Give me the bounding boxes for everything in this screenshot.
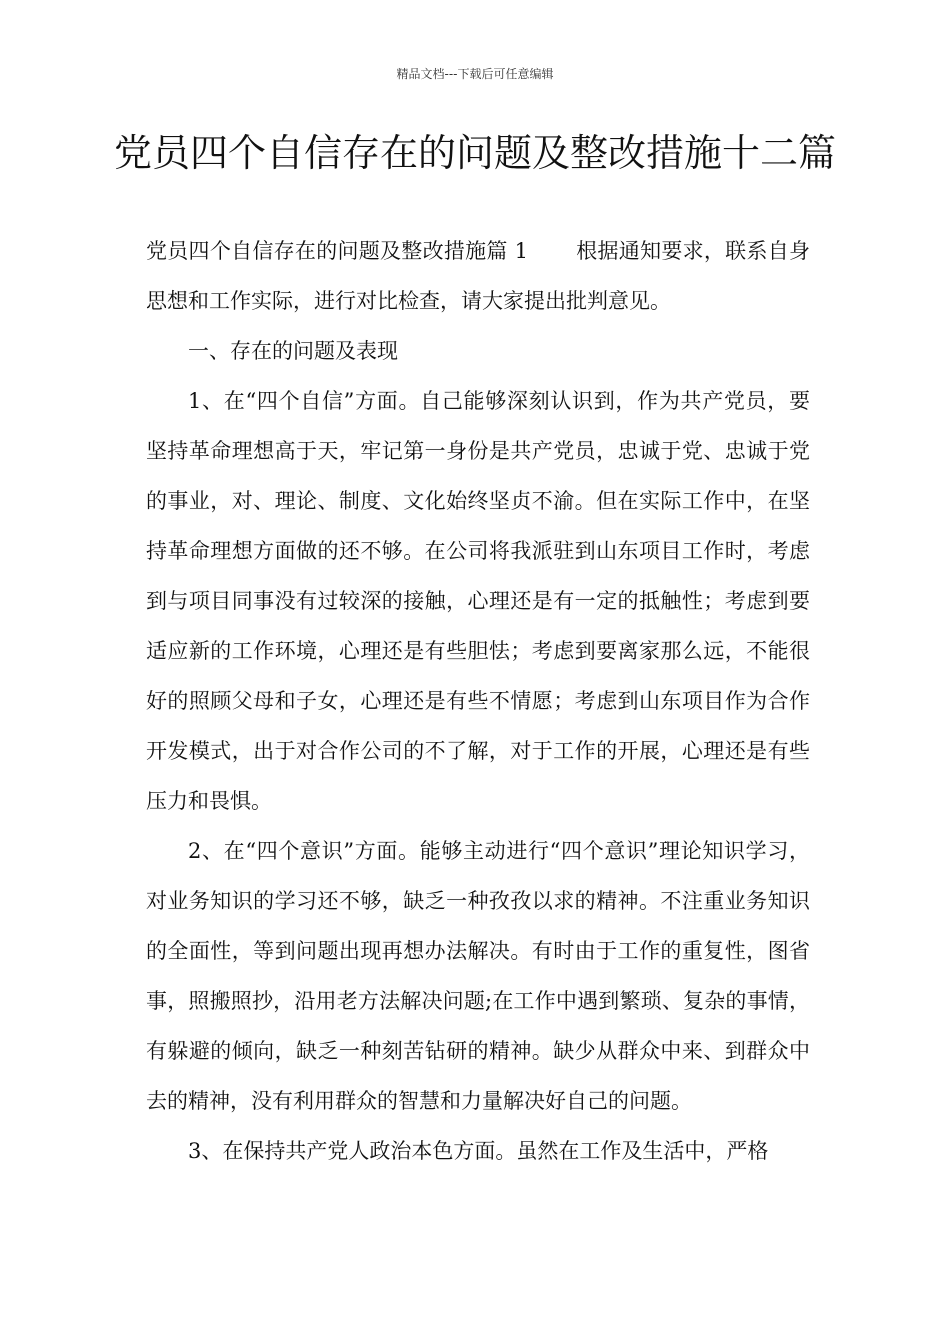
intro-paragraph <box>146 226 810 326</box>
document-body <box>146 226 810 1176</box>
section-heading: 一、存在的问题及表现 <box>188 339 398 363</box>
document-title: 党员四个自信存在的问题及整改措施十二篇 <box>113 131 836 175</box>
intro-text: 根据通知要求，联系自身思想和工作实际，进行对比检查，请大家提出批判意见。 <box>146 239 811 313</box>
paragraph-3: 3、在保持共产党人政治本色方面。虽然在工作及生活中，严格 <box>188 1139 769 1163</box>
page-header: 精品文档---下载后可任意编辑 <box>396 67 554 81</box>
paragraph-1: 1、在“四个自信”方面。自己能够深刻认识到，作为共产党员，要坚持革命理想高于天，牢记第一身份是共产党员，忠诚于党、忠诚于党的事业，对、理论、制度、文化始终坚贞不渝。但在实际工作中，在坚持革命理想方面做的还不够。在公司将我派驻到山东项目工作时，考虑到与项目同事没有过较深的接触，心理还是有一定的抵触性；考虑到要适应新的工作环境，心理还是有些胆怯；考虑到要离家那么远，不能很好的照顾父母和子女，心理还是有些不情愿；考虑到山东项目作为合作开发模式，出于对合作公司的不了解，对于工作的开展，心理还是有些压力和畏惧。 <box>146 389 810 813</box>
paragraph-2: 2、在“四个意识”方面。能够主动进行“四个意识”理论知识学习，对业务知识的学习还不够，缺乏一种孜孜以求的精神。不注重业务知识的全面性，等到问题出现再想办法解决。有时由于工作的重复性，图省事，照搬照抄，沿用老方法解决问题;在工作中遇到繁琐、复杂的事情，有躲避的倾向，缺乏一种刻苦钻研的精神。缺少从群众中来、到群众中去的精神，没有利用群众的智慧和力量解决好自己的问题。 <box>146 839 810 1113</box>
intro-label: 党员四个自信存在的问题及整改措施篇 1 <box>146 239 528 263</box>
